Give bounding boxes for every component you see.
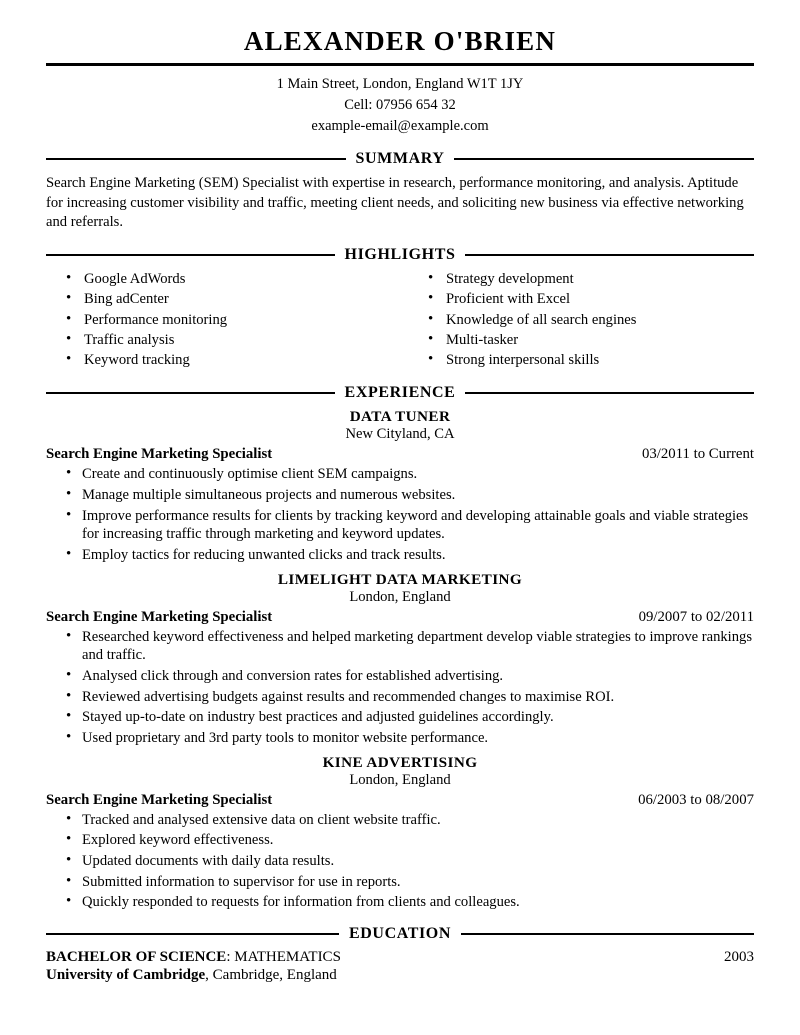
list-item: • Explored keyword effectiveness. [46,831,754,850]
role-title: Search Engine Marketing Specialist [46,791,273,808]
list-item: • Improve performance results for clients by tracking keyword and developing attainable goals and viable strategies for increasing traffic through marketing and keyword updates. [46,507,754,544]
header-divider [46,63,754,66]
highlights-column-left [46,270,400,371]
responsibility-list [46,628,754,748]
list-item: • Manage multiple simultaneous projects and numerous websites. [46,486,754,505]
heading-rule-right [454,158,754,160]
experience-entry [46,571,754,748]
company-location: London, England [349,771,451,788]
role-row [46,792,754,809]
contact-email: example-email@example.com [311,118,489,135]
contact-address: 1 Main Street, London, England W1T 1JY [276,76,524,92]
education-title: EDUCATION [349,925,452,943]
education-degree-major: : MATHEMATICS [226,949,341,966]
list-item: • Used proprietary and 3rd party tools to monitor website performance. [46,729,754,748]
contact-block [46,74,754,137]
list-item: • Stayed up-to-date on industry best practices and adjusted guidelines accordingly. [46,708,754,727]
list-item: • Reviewed advertising budgets against results and recommended changes to maximise ROI. [46,688,754,707]
list-item: • Multi-tasker [422,331,754,349]
section-heading-experience [46,384,754,402]
summary-text: Search Engine Marketing (SEM) Specialist with expertise in research, performance monitoring, and analysis. Aptitude for increasing customer visibility and traffic, meeting client needs, and soliciting new business via effective networking and referrals. [46,175,744,231]
role-row [46,446,754,463]
section-heading-education [46,925,754,943]
section-heading-summary [46,150,754,168]
highlights-list-right [422,270,754,369]
role-dates: 06/2003 to 08/2007 [638,791,754,808]
heading-rule-left [46,392,335,394]
heading-rule-left [46,158,346,160]
list-item: • Create and continuously optimise client SEM campaigns. [46,465,754,484]
heading-rule-right [465,254,754,256]
company-name: DATA TUNER [349,408,451,426]
candidate-name: ALEXANDER O'BRIEN [243,26,557,56]
highlights-list-left [60,270,400,369]
list-item: • Strategy development [422,270,754,288]
education-school [46,967,754,984]
list-item: • Google AdWords [60,270,400,288]
company-name: LIMELIGHT DATA MARKETING [277,570,523,588]
heading-rule-right [461,933,754,935]
experience-entry [46,754,754,912]
list-item: • Researched keyword effectiveness and helped marketing department develop viable strategies to improve rankings and traffic. [46,628,754,665]
role-dates: 09/2007 to 02/2011 [638,608,754,625]
list-item: • Updated documents with daily data results. [46,852,754,871]
list-item: • Proficient with Excel [422,290,754,308]
company-location: London, England [349,588,451,605]
highlights-columns [46,270,754,371]
highlights-column-right [400,270,754,371]
education-school-location: , Cambridge, England [205,967,337,984]
highlights-title: HIGHLIGHTS [344,246,456,264]
education-year: 2003 [724,949,754,966]
role-dates: 03/2011 to Current [641,446,754,463]
summary-title: SUMMARY [355,150,445,168]
company-location: New Cityland, CA [345,426,455,443]
list-item: • Traffic analysis [60,331,400,349]
company-name: KINE ADVERTISING [322,753,478,771]
list-item: • Employ tactics for reducing unwanted clicks and track results. [46,546,754,565]
resume-header [46,26,754,137]
list-item: • Quickly responded to requests for information from clients and colleagues. [46,893,754,912]
role-title: Search Engine Marketing Specialist [46,608,273,625]
list-item: • Performance monitoring [60,311,400,329]
list-item: • Tracked and analysed extensive data on client website traffic. [46,811,754,830]
list-item: • Keyword tracking [60,351,400,369]
list-item: • Submitted information to supervisor for use in reports. [46,873,754,892]
list-item: • Knowledge of all search engines [422,311,754,329]
contact-phone: Cell: 07956 654 32 [344,97,456,114]
education-degree [46,949,341,966]
list-item: • Strong interpersonal skills [422,351,754,369]
role-title: Search Engine Marketing Specialist [46,446,273,463]
role-row [46,609,754,626]
experience-entry [46,408,754,564]
responsibility-list [46,811,754,912]
responsibility-list [46,465,754,564]
list-item: • Bing adCenter [60,290,400,308]
education-entry [46,949,754,966]
section-heading-highlights [46,246,754,264]
heading-rule-right [465,392,754,394]
experience-title: EXPERIENCE [344,384,456,402]
education-school-name: University of Cambridge [46,967,206,984]
list-item: • Analysed click through and conversion rates for established advertising. [46,667,754,686]
education-degree-name: BACHELOR OF SCIENCE [46,949,227,966]
heading-rule-left [46,254,335,256]
heading-rule-left [46,933,339,935]
